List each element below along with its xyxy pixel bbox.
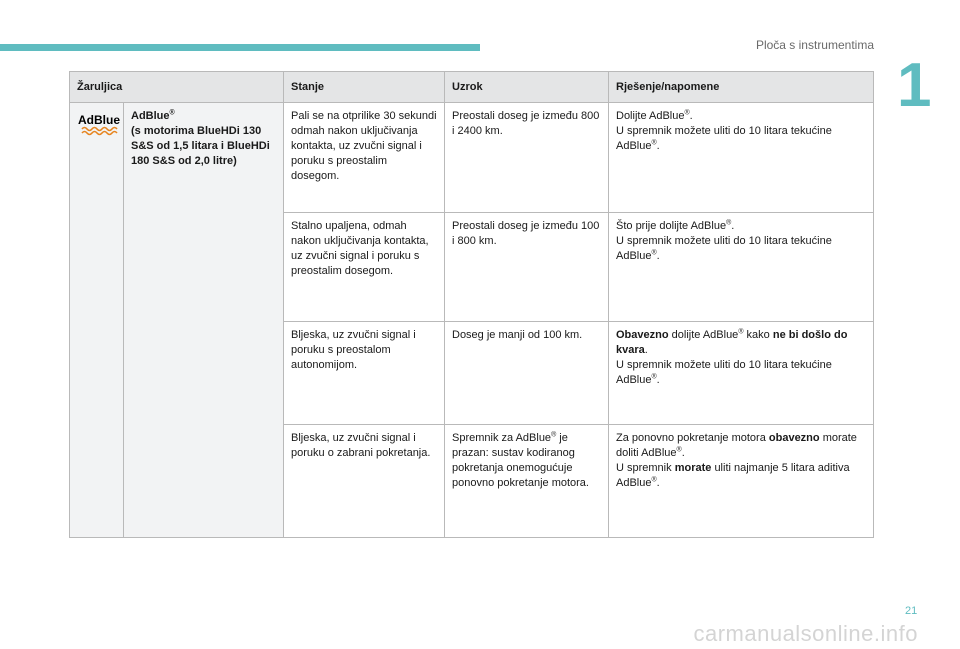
rjesenje-emphasis: Obavezno (616, 329, 669, 341)
registered-mark: ® (726, 219, 732, 227)
registered-mark: ® (169, 109, 175, 117)
rjesenje-cell: Za ponovno pokretanje motora obavezno morate doliti AdBlue®. U spremnik morate uliti najmanje 5 litara aditiva AdBlue®. (609, 425, 874, 538)
registered-mark: ® (676, 446, 682, 454)
column-header-rjesenje: Rješenje/napomene (609, 72, 874, 103)
uzrok-cell: Preostali doseg je između 800 i 2400 km. (445, 103, 609, 213)
rjesenje-text: U spremnik (616, 462, 672, 474)
rjesenje-text: U spremnik možete uliti do 10 litara tekućine AdBlue (616, 235, 832, 262)
rjesenje-cell: Obavezno dolijte AdBlue® kako ne bi došlo do kvara. U spremnik možete uliti do 10 litara tekućine AdBlue®. (609, 322, 874, 425)
column-header-zaruljica: Žaruljica (70, 72, 284, 103)
page-number: 21 (905, 605, 918, 617)
rjesenje-cell: Dolijte AdBlue®. U spremnik možete uliti do 10 litara tekućine AdBlue®. (609, 103, 874, 213)
registered-mark: ® (651, 476, 657, 484)
uzrok-text: je prazan: sustav kodiranog pokretanja onemogućuje ponovno pokretanje motora. (452, 432, 589, 489)
rjesenje-cell: Što prije dolijte AdBlue®. U spremnik možete uliti do 10 litara tekućine AdBlue®. (609, 213, 874, 322)
stanje-cell: Stalno upaljena, odmah nakon uključivanja kontakta, uz zvučni signal i poruku s preostalim dosegom. (284, 213, 445, 322)
registered-mark: ® (551, 431, 557, 439)
stanje-cell: Pali se na otprilike 30 sekundi odmah nakon uključivanja kontakta, uz zvučni signal i poruku s preostalim dosegom. (284, 103, 445, 213)
indicator-name-detail: (s motorima BlueHDi 130 S&S od 1,5 litara i BlueHDi 180 S&S od 2,0 litre) (131, 125, 270, 167)
registered-mark: ® (651, 249, 657, 257)
header-accent-bar (0, 44, 480, 51)
rjesenje-emphasis: obavezno (768, 432, 820, 444)
rjesenje-emphasis: ne bi došlo do kvara (616, 329, 848, 356)
stanje-cell: Bljeska, uz zvučni signal i poruku s preostalom autonomijom. (284, 322, 445, 425)
svg-text:AdBlue: AdBlue (78, 113, 120, 127)
registered-mark: ® (738, 328, 744, 336)
rjesenje-text: Za ponovno pokretanje motora (616, 432, 766, 444)
table-header-row (70, 72, 874, 103)
uzrok-cell (445, 425, 609, 538)
column-header-uzrok: Uzrok (445, 72, 609, 103)
adblue-warning-icon (77, 113, 121, 139)
rjesenje-text: U spremnik možete uliti do 10 litara tekućine AdBlue (616, 125, 832, 152)
watermark: carmanualsonline.info (693, 621, 918, 646)
uzrok-text: Spremnik za AdBlue (452, 432, 552, 444)
rjesenje-text: Dolijte AdBlue (616, 110, 685, 122)
indicator-name: AdBlue (131, 110, 170, 122)
chapter-number: 1 (897, 51, 932, 120)
table-row (70, 103, 874, 213)
indicator-icon-cell (70, 103, 124, 538)
section-title: Ploča s instrumentima (755, 38, 874, 52)
uzrok-cell: Doseg je manji od 100 km. (445, 322, 609, 425)
stanje-cell: Bljeska, uz zvučni signal i poruku o zabrani pokretanja. (284, 425, 445, 538)
rjesenje-emphasis: morate (674, 462, 712, 474)
rjesenje-text: dolijte AdBlue (671, 329, 739, 341)
rjesenje-text: U spremnik možete uliti do 10 litara tekućine AdBlue (616, 359, 832, 386)
warning-lights-table (69, 71, 874, 538)
indicator-name-cell (124, 103, 284, 538)
uzrok-cell: Preostali doseg je između 100 i 800 km. (445, 213, 609, 322)
rjesenje-text: Što prije dolijte AdBlue (616, 220, 727, 232)
rjesenje-text: uliti najmanje 5 litara aditiva AdBlue (616, 462, 850, 489)
rjesenje-text: morate doliti AdBlue (616, 432, 857, 459)
registered-mark: ® (651, 373, 657, 381)
rjesenje-text: kako (746, 329, 770, 341)
column-header-stanje: Stanje (284, 72, 445, 103)
registered-mark: ® (651, 139, 657, 147)
registered-mark: ® (684, 109, 690, 117)
